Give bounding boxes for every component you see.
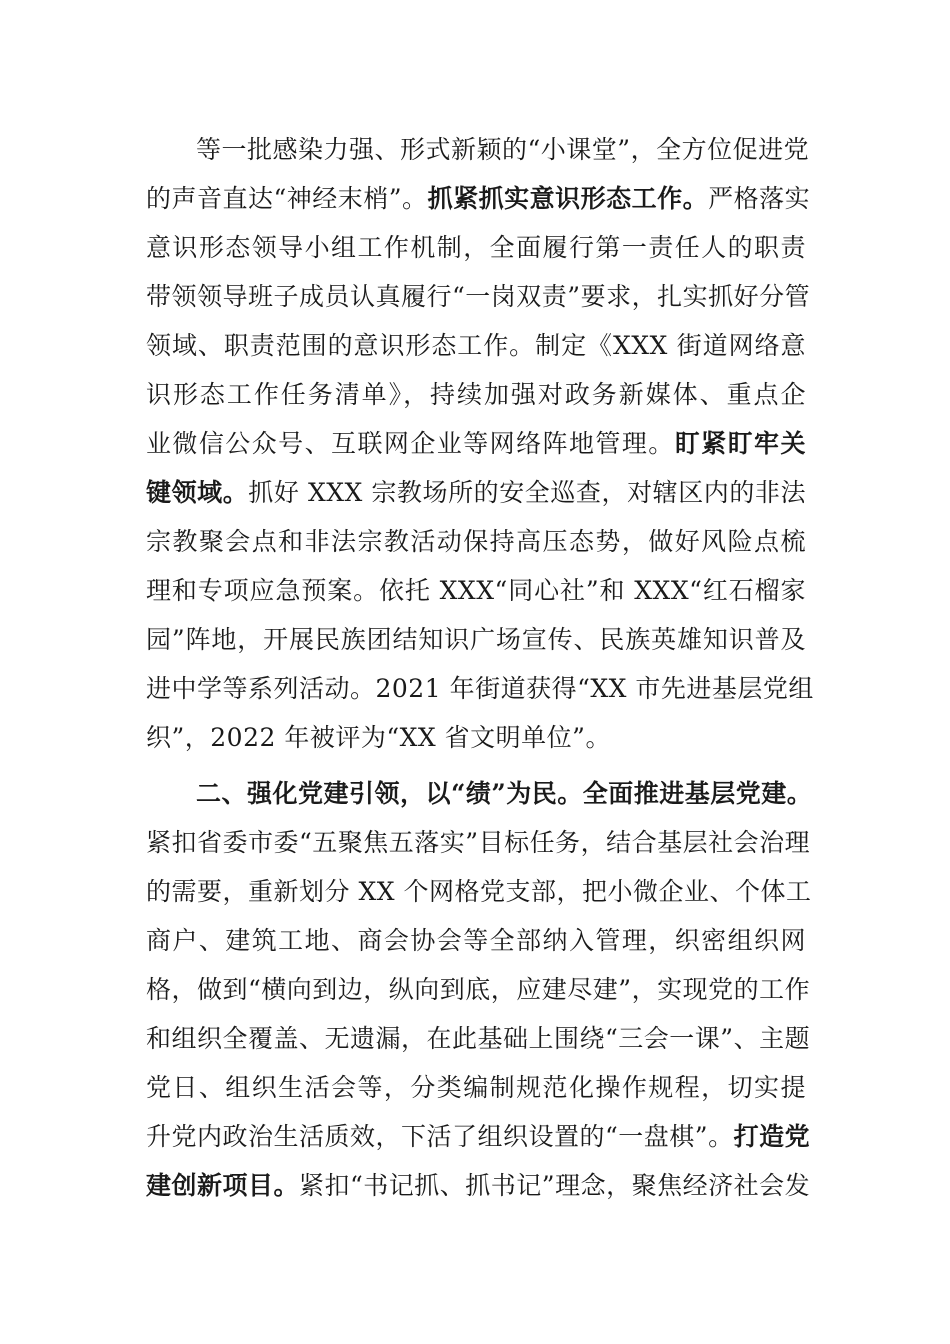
bold-text-run: 抓紧抓实意识形态工作。 [427, 184, 709, 213]
paragraph-line [146, 228, 806, 268]
section-heading-line [196, 774, 813, 814]
paragraph-line [146, 571, 806, 611]
bold-text-run: 盯紧盯牢关 [674, 429, 806, 458]
text-run: 党日、组织生活会等，分类编制规范化操作规程，切实提 [146, 1073, 806, 1102]
text-run: 理和专项应急预案。依托 XXX“同心社”和 XXX“红石榴家 [146, 576, 806, 605]
text-run: 园”阵地，开展民族团结知识广场宣传、民族英雄知识普及 [146, 625, 806, 654]
text-run: 商户、建筑工地、商会协会等全部纳入管理，织密组织网 [146, 926, 806, 955]
paragraph-line [146, 921, 806, 961]
text-run: 宗教聚会点和非法宗教活动保持高压态势，做好风险点梳 [146, 527, 806, 556]
paragraph-line [146, 1117, 811, 1157]
paragraph-line [146, 375, 806, 415]
text-run: 领域、职责范围的意识形态工作。制定《XXX 街道网络意 [146, 331, 806, 360]
text-run: 格，做到“横向到边，纵向到底，应建尽建”，实现党的工作 [146, 975, 811, 1004]
bold-text-run: 建创新项目。 [146, 1171, 300, 1200]
text-run: 等一批感染力强、形式新颖的“小课堂”，全方位促进党 [196, 135, 810, 164]
paragraph-line [196, 130, 810, 170]
paragraph-line [146, 522, 806, 562]
bold-text-run: 键领域。 [146, 478, 249, 507]
text-run: 紧扣“书记抓、抓书记”理念，聚焦经济社会发 [299, 1171, 811, 1200]
text-run: 识形态工作任务清单》，持续加强对政务新媒体、重点企 [146, 380, 806, 409]
paragraph-line [146, 872, 812, 912]
text-run: 紧扣省委市委“五聚焦五落实”目标任务，结合基层社会治理 [146, 828, 811, 857]
text-run: 的需要，重新划分 XX 个网格党支部，把小微企业、个体工 [146, 877, 812, 906]
bold-text-run: 打造党 [733, 1122, 811, 1151]
paragraph-line [146, 669, 814, 709]
paragraph-line [146, 1019, 811, 1059]
paragraph-line [146, 620, 806, 660]
text-run: 抓好 XXX 宗教场所的安全巡查，对辖区内的非法 [248, 478, 806, 507]
paragraph-line [146, 179, 811, 219]
text-run: 的声音直达“神经末梢”。 [146, 184, 428, 213]
paragraph-line [146, 823, 811, 863]
text-run: 和组织全覆盖、无遗漏，在此基础上围绕“三会一课”、主题 [146, 1024, 811, 1053]
paragraph-line [146, 473, 806, 513]
paragraph-line [146, 1166, 811, 1206]
paragraph-line [146, 277, 811, 317]
text-run: 意识形态领导小组工作机制，全面履行第一责任人的职责 [146, 233, 806, 262]
text-run: 带领领导班子成员认真履行“一岗双责”要求，扎实抓好分管 [146, 282, 811, 311]
text-run: 进中学等系列活动。2021 年街道获得“XX 市先进基层党组 [146, 674, 814, 703]
text-run: 升党内政治生活质效，下活了组织设置的“一盘棋”。 [146, 1122, 734, 1151]
text-run: 业微信公众号、互联网企业等网络阵地管理。 [146, 429, 675, 458]
paragraph-line [146, 718, 806, 758]
paragraph-line [146, 1068, 806, 1108]
text-run: 严格落实 [708, 184, 811, 213]
text-run: 织”，2022 年被评为“XX 省文明单位”。 [146, 723, 611, 752]
paragraph-line [146, 424, 806, 464]
paragraph-line [146, 970, 811, 1010]
bold-text-run: 二、强化党建引领，以“绩”为民。全面推进基层党建。 [196, 779, 813, 808]
paragraph-line [146, 326, 806, 366]
